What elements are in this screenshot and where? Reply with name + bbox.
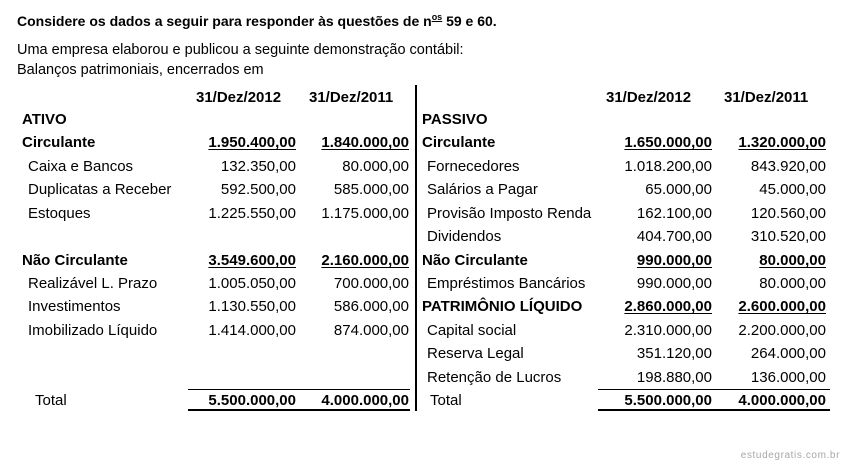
passivo-value-2011: 310.520,00 (750, 228, 826, 245)
passivo-row-label: Reserva Legal (427, 345, 524, 362)
passivo-table-row (0, 110, 850, 130)
ativo-value-2012: 1.225.550,00 (208, 205, 296, 222)
passivo-table-row (0, 297, 850, 317)
passivo-header-2012: 31/Dez/2012 (606, 89, 692, 106)
passivo-table-row (0, 227, 850, 247)
passivo-value-2011: 2.600.000,00 (738, 298, 826, 315)
passivo-total-top-rule (598, 389, 830, 390)
passivo-value-2011: 80.000,00 (759, 275, 826, 292)
ativo-row-label: ATIVO (22, 111, 67, 128)
intro-line-2: Balanços patrimoniais, encerrados em (17, 62, 264, 78)
ativo-row-label: Investimentos (28, 298, 121, 315)
title-text: Considere os dados a seguir para responder às questões de n (17, 13, 432, 29)
passivo-value-2012: 1.018.200,00 (624, 158, 712, 175)
passivo-table-row (0, 274, 850, 294)
watermark: estudegratis.com.br (740, 450, 840, 461)
passivo-row-label: Empréstimos Bancários (427, 275, 586, 292)
ativo-value-2011: 874.000,00 (333, 322, 409, 339)
passivo-value-2011: 136.000,00 (750, 369, 826, 386)
ativo-header-2011: 31/Dez/2011 (309, 89, 394, 106)
passivo-value-2012: 404.700,00 (636, 228, 712, 245)
passivo-header-2011: 31/Dez/2011 (724, 89, 809, 106)
passivo-value-2011: 4.000.000,00 (738, 392, 826, 409)
passivo-value-2011: 1.320.000,00 (738, 134, 826, 151)
passivo-value-2012: 65.000,00 (645, 181, 712, 198)
ativo-row-label: Não Circulante (22, 252, 128, 269)
passivo-value-2012: 990.000,00 (636, 252, 712, 269)
passivo-table-row (0, 391, 850, 411)
passivo-value-2012: 1.650.000,00 (624, 134, 712, 151)
ativo-header-2012: 31/Dez/2012 (196, 89, 282, 106)
passivo-value-2011: 843.920,00 (750, 158, 826, 175)
passivo-value-2011: 45.000,00 (759, 181, 826, 198)
ativo-value-2011: 4.000.000,00 (321, 392, 409, 409)
ativo-value-2011: 586.000,00 (333, 298, 409, 315)
ativo-value-2011: 585.000,00 (333, 181, 409, 198)
passivo-table-row (0, 321, 850, 341)
passivo-table-row (0, 180, 850, 200)
passivo-row-label: Capital social (427, 322, 517, 339)
passivo-table-row (0, 204, 850, 224)
passivo-row-label: Provisão Imposto Renda (427, 205, 592, 222)
passivo-row-label: PATRIMÔNIO LÍQUIDO (422, 298, 583, 315)
passivo-row-label: Dividendos (427, 228, 502, 245)
ativo-total-top-rule (188, 389, 410, 390)
passivo-table-row (0, 133, 850, 153)
ativo-value-2012: 5.500.000,00 (208, 392, 296, 409)
passivo-row-label: PASSIVO (422, 111, 488, 128)
passivo-value-2012: 5.500.000,00 (624, 392, 712, 409)
passivo-value-2011: 2.200.000,00 (738, 322, 826, 339)
ativo-row-label: Circulante (22, 134, 96, 151)
passivo-row-label: Total (430, 392, 462, 409)
ativo-value-2011: 80.000,00 (342, 158, 409, 175)
ativo-value-2012: 1.130.550,00 (208, 298, 296, 315)
passivo-row-label: Retenção de Lucros (427, 369, 562, 386)
ativo-value-2011: 1.840.000,00 (321, 134, 409, 151)
ativo-value-2011: 700.000,00 (333, 275, 409, 292)
ativo-value-2012: 1.950.400,00 (208, 134, 296, 151)
ativo-total-bottom-rule (188, 409, 410, 411)
passivo-value-2011: 264.000,00 (750, 345, 826, 362)
passivo-value-2012: 990.000,00 (636, 275, 712, 292)
passivo-value-2012: 351.120,00 (636, 345, 712, 362)
passivo-value-2012: 2.310.000,00 (624, 322, 712, 339)
ativo-row-label: Caixa e Bancos (28, 158, 134, 175)
passivo-value-2012: 2.860.000,00 (624, 298, 712, 315)
intro-line-1: Uma empresa elaborou e publicou a seguinte demonstração contábil: (17, 42, 464, 58)
ativo-value-2012: 1.005.050,00 (208, 275, 296, 292)
passivo-row-label: Salários a Pagar (427, 181, 538, 198)
title-superscript: os (431, 12, 443, 22)
passivo-total-bottom-rule (598, 409, 830, 411)
ativo-value-2011: 2.160.000,00 (321, 252, 409, 269)
passivo-row-label: Não Circulante (422, 252, 528, 269)
title-text-end: 59 e 60. (442, 13, 497, 29)
passivo-table-row (0, 251, 850, 271)
passivo-value-2012: 198.880,00 (636, 369, 712, 386)
ativo-value-2012: 1.414.000,00 (208, 322, 296, 339)
ativo-value-2012: 592.500,00 (220, 181, 296, 198)
ativo-value-2012: 3.549.600,00 (208, 252, 296, 269)
ativo-row-label: Realizável L. Prazo (28, 275, 158, 292)
question-title (17, 8, 497, 30)
passivo-table-row (0, 368, 850, 388)
ativo-row-label: Estoques (28, 205, 91, 222)
passivo-value-2011: 80.000,00 (759, 252, 826, 269)
ativo-row-label: Duplicatas a Receber (28, 181, 172, 198)
ativo-row-label: Total (35, 392, 67, 409)
ativo-value-2011: 1.175.000,00 (321, 205, 409, 222)
passivo-row-label: Circulante (422, 134, 496, 151)
passivo-value-2012: 162.100,00 (636, 205, 712, 222)
passivo-table-row (0, 157, 850, 177)
ativo-row-label: Imobilizado Líquido (28, 322, 158, 339)
ativo-value-2012: 132.350,00 (220, 158, 296, 175)
passivo-table-row (0, 344, 850, 364)
passivo-row-label: Fornecedores (427, 158, 520, 175)
passivo-value-2011: 120.560,00 (750, 205, 826, 222)
